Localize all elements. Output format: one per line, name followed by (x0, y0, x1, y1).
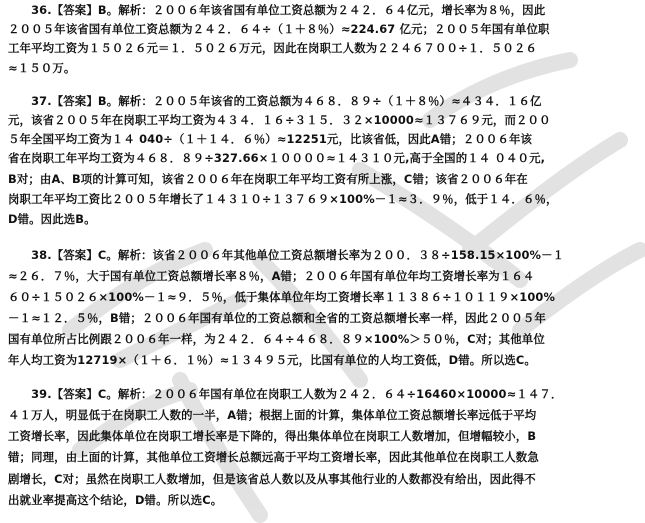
text-line: ５年全国平均工资为１４ 040÷（１＋１４．６％）≈12251元，比该省低，因此A错；２００６年该 (8, 132, 533, 146)
text-line: 元，该省２００５年在岗职工平均工资为４３４．１６÷３１５．３２×10000≈１３７６９元，而２００ (8, 113, 551, 127)
text-line: 省在岗职工年平均工资为４６８．８９÷327.66×１００００≈１４３１０元,高于全国的１４ ０４０元, (8, 151, 546, 165)
text-line: ≈２６．７％，大于国有单位工资总额增长率８％，A错；２００６年国有单位年均工资增长率为１６４ (8, 269, 535, 283)
text-line: 国有单位所占比例跟２００６年一样，为２４２．６４÷４６８．８９×100%＞５０％，C对；其他单位 (8, 332, 545, 346)
text-line: 工年平均工资为１５０２６元＝１．５０２６万元，因此在岗职工人数为２２４６７００÷１．５０２６ (8, 41, 538, 55)
text-line: ４１万人，明显低于在岗职工人数的一半，A错；根据上面的计算，集体单位工资总额增长率远低于平均 (8, 408, 537, 422)
text-line: 36.【答案】B。解析：２００６年该省国有单位工资总额为２４２．６４亿元，增长率为８％，因此 (8, 3, 546, 17)
text-line: 38.【答案】C。解析：该省２００６年其他单位工资总额增长率为２００．３８÷158.15×100%－１ (8, 248, 565, 262)
text-line: 37.【答案】B。解析：２００５年该省的工资总额为４６８．８９÷（１＋８％）≈４３４．１６亿 (8, 94, 542, 108)
text-line: 错；同理，由上面的计算，其他单位工资增长总额远高于平均工资增长率，因此其他单位在岗职工人数急 (8, 450, 539, 464)
text-line: 出就业率提高这个结论，D错。所以选C。 (8, 493, 223, 507)
text-line: ≈１５０万。 (8, 61, 76, 75)
text-line: －１≈１２．５％，B错；２００６年国有单位的工资总额和全省的工资总额增长率一样，因此２００５年 (8, 311, 546, 325)
text-line: ６０÷１５０２６×100%－１≈９．５％，低于集体单位年均工资增长率１１３８６÷１０１１９×100% (8, 290, 556, 304)
text-line: D错。因此选B。 (8, 212, 96, 226)
text-line: 39.【答案】C。解析：２００６年国有单位在岗职工人数为２４２．６４÷16460×10000≈１４７． (8, 387, 563, 401)
text-line: ２００５年该省国有单位工资总额为２４２．６４÷（１＋８％）≈224.67 亿元；２００５年国有单位职 (8, 22, 550, 36)
text-line: 剧增长，C对；虽然在岗职工人数增加，但是该省总人数以及从事其他行业的人数都没有给出，因此得不 (8, 472, 536, 486)
text-line: B对；由A、B项的计算可知，该省２００６年在岗职工年平均工资有所上涨，C错；该省２００６年在 (8, 172, 528, 186)
text-line: 工资增长率，因此集体单位在岗职工增长率是下降的，得出集体单位在岗职工人数增加，但增幅较小，B (8, 429, 537, 443)
text-line: 岗职工年平均工资比２００５年增长了１４３１０÷１３７６９×100%－１≈３．９％，低于１４．６％， (8, 192, 558, 206)
text-line: 年人均工资为12719×（１＋６．１％）≈１３４９５元，比国有单位的人均工资低，D错。所以选C。 (8, 353, 536, 367)
